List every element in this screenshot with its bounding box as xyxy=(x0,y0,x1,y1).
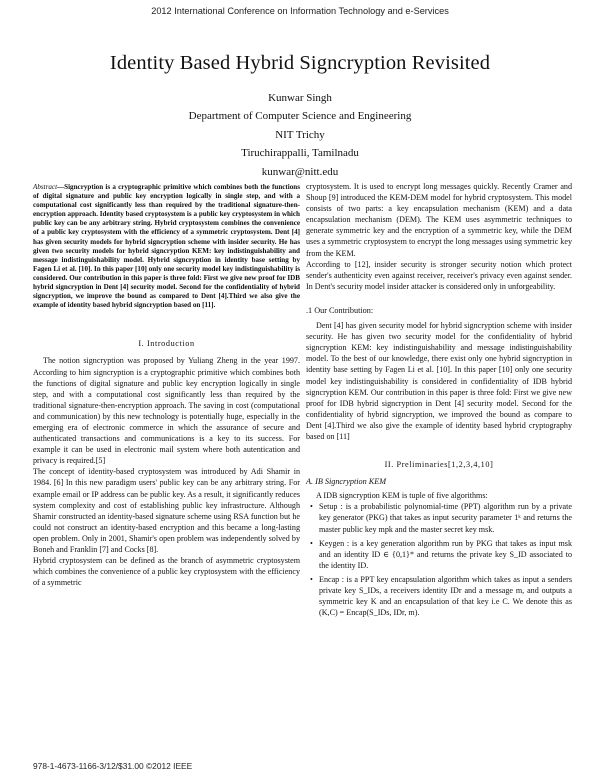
author-city: Tiruchirappalli, Tamilnadu xyxy=(241,147,359,160)
algorithm-setup: • Setup : is a probabilistic polynomial-time (PPT) algorithm run by a private key generator (PKG) that takes as input security parameter 1ᵏ and returns the master public key mpk and the master secret key msk. xyxy=(319,501,572,534)
contribution-heading: .1 Our Contribution: xyxy=(306,305,374,315)
intro-paragraph-2: The concept of identity-based cryptosystem was introduced by Adi Shamir in 1984. [6] In this new paradigm users' public key can be any arbitrary string. For example email or IP address can be public key. As a result, it significantly reduces system complexity and cost of establishing public key infrastructure. Although Shamir constructed an identity-based signature scheme using RSA function but he could not construct an identity-based encryption and this became a long-lasting open problem. Only in 2001, Shamir's open problem was independently solved by Boneh and Franklin [7] and Cocks [8]. xyxy=(33,467,300,554)
paper-title: Identity Based Hybrid Signcryption Revisited xyxy=(109,52,491,74)
conference-header: 2012 International Conference on Information Technology and e-Services xyxy=(151,6,449,16)
intro-paragraph-3-cont: cryptosystem. It is used to encrypt long messages quickly. Recently Cramer and Shoup [9] introduced the KEM-DEM model for hybrid cryptosystem. This model consists of two parts: a key encapsulation mechanism (KEM) and a data encapsulation mechanism (DEM). The KEM uses asymmetric techniques to generate symmetric key and the encryption of a symmetric key, while the DEM uses a symmetric cryptosystem to encrypt the long messages using symmetric key from the KEM. xyxy=(306,182,572,258)
left-column xyxy=(33,183,300,588)
author-email: kunwar@nitt.edu xyxy=(261,165,339,178)
abstract-body: —Signcryption is a cryptographic primitive which combines both the functions of digital signature and public key encryption logically in single step, and with a computational cost significantly less than required by the traditional signature-then-encryption approach. Identity based cryptosystem is a public key cryptosystem in which public key can be any arbitrary string. Hybrid cryptosystem combines the convenience of a public key cryptosystem with the efficiency of a symmetric cryptosystem. Dent [4] has given security models for hybrid signcryption scheme with insider security. He has given two security models for hybrid signcryption KEM: key indistinguishability and message indistinguishability model. Hybrid signcryption in identity base setting by Fagen Li et al. [10]. In this paper [10] only one security model key indistinguishability is considered. Our contribution in this paper is three fold: First we give new proof for IDB hybrid signcryption in Dent [4] security model. Second for the confidentiality of hybrid signcryption, we improve the bound as compared to Dent [4].Third we also give the example of identity based hybrid signcryption based on [11]. xyxy=(33,183,300,310)
contribution-paragraph: Dent [4] has given security model for hybrid signcryption scheme with insider security. He has given two security model for the confidentiality of hybrid signcryption KEM: key indistinguishability and message indistinguishability model. To the best of our knowledge, there exist only one hybrid signcryption in identity base setting by Fagen Li et al. [10]. In this paper [10] only one security model key indistinguishability is considered in confidentiality of IDB hybrid signcryption KEM. Our contribution in this paper is three fold: First we give new proof for IDB hybrid signcryption in Dent [4] security model. Second for the confidentiality of hybrid signcryption, we improved the bound as compare to Dent [4].Third we also give the example of identity based hybrid cryptography based on [11] xyxy=(306,321,572,441)
intro-paragraph-3: Hybrid cryptosystem can be defined as the branch of asymmetric cryptosystem which combines the convenience of a public key cryptosystem with the efficiency of a symmetric xyxy=(33,556,300,588)
abstract-label: Abstract xyxy=(33,183,58,191)
author-name: Kunwar Singh xyxy=(268,92,332,104)
preliminaries-heading: II. Preliminaries[1,2,3,4,10] xyxy=(384,460,494,470)
author-department: Department of Computer Science and Engineering xyxy=(188,110,412,123)
author-block xyxy=(0,89,600,181)
introduction-heading: I. Introduction xyxy=(138,339,195,349)
intro-paragraph-4: According to [12], insider security is stronger security notion which protect sender's authenticity even against receiver, receiver's privacy even against sender. In Dent's security model insider attacker is considered only in unforgeability. xyxy=(306,259,572,291)
algorithm-list xyxy=(306,501,572,618)
intro-paragraph-1: The notion signcryption was proposed by Yuliang Zheng in the year 1997. According to him signcryption is a cryptographic primitive which combines both the functions of digital signature and public key encryption logically in single step, and with a computational cost significantly less than required by the traditional signature-then-encryption approach. The saving in cost (computational and communication) by this new technology is potentially huge, especially in the emerging era of electronic commerce in which the assurance of secure and authenticated transactions and communications is a key to its success. For example it can be used in electronic mail system where both autentication and privacy is required.[5] xyxy=(33,356,300,466)
copyright-footer: 978-1-4673-1166-3/12/$31.00 ©2012 IEEE xyxy=(33,761,193,771)
author-institution: NIT Trichy xyxy=(275,128,325,141)
algorithm-encap: • Encap : is a PPT key encapsulation algorithm which takes as input a senders private key S_IDs, a receivers identity IDr and a message m, and outputs a symmetric key K and an encapsulation of that key i.e C. We denote this as (K,C) = Encap(S_IDs, IDr, m). xyxy=(319,574,572,618)
kem-heading: A. IB Signcryption KEM xyxy=(306,477,387,487)
abstract xyxy=(33,183,300,310)
algorithm-keygen: • Keygen : is a key generation algorithm run by PKG that takes as input msk and an identity ID ∈ {0,1}* and returns the private key S_ID associated to the identity ID. xyxy=(319,538,572,571)
right-column xyxy=(306,181,572,621)
kem-intro: A IDB signcryption KEM is tuple of five algorithms: xyxy=(316,491,488,501)
